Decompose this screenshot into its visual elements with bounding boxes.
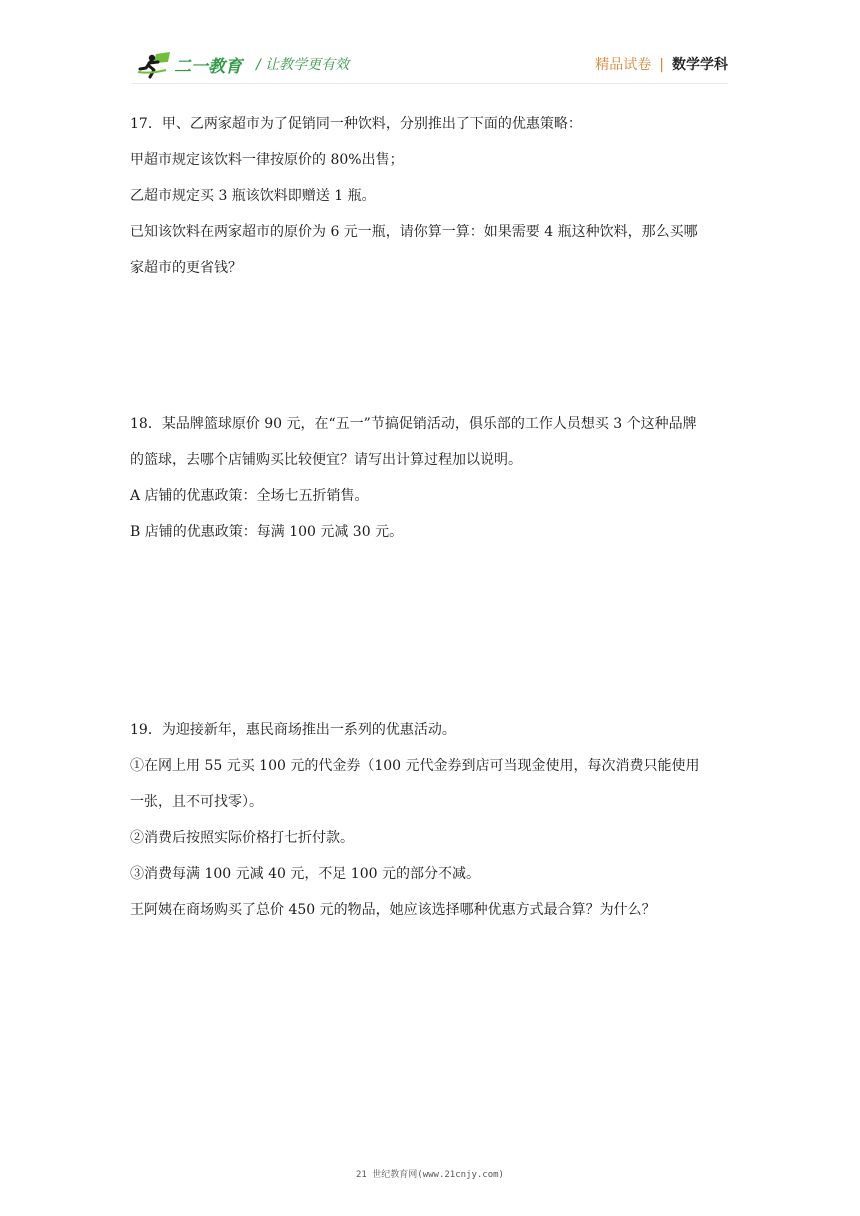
runner-logo-icon [136,50,256,80]
question-line: ②消费后按照实际价格打七折付款。 [130,830,354,846]
page-header [132,44,728,84]
slogan: / 让教学更有效 [256,57,350,73]
question-line: 已知该饮料在两家超市的原价为 6 元一瓶，请你算一算：如果需要 4 瓶这种饮料，那么买哪 [130,224,698,240]
question-19 [130,712,734,928]
question-17 [130,106,734,286]
question-line: 甲超市规定该饮料一律按原价的 80%出售； [130,152,404,168]
question-line: 19．为迎接新年，惠民商场推出一系列的优惠活动。 [130,722,456,738]
premium-label: 精品试卷 [595,57,652,73]
page-footer: 21 世纪教育网(www.21cnjy.com) [356,1170,504,1180]
header-divider: | [659,57,664,73]
question-line: ①在网上用 55 元买 100 元的代金券（100 元代金券到店可当现金使用，每次消费只能使用 [130,758,700,774]
header-rule [132,83,728,84]
question-line: 的篮球，去哪个店铺购买比较便宜？请写出计算过程加以说明。 [130,452,522,468]
question-line: 王阿姨在商场购买了总价 450 元的物品，她应该选择哪种优惠方式最合算？为什么？ [130,902,656,918]
question-line: B 店铺的优惠政策：每满 100 元减 30 元。 [130,524,404,540]
question-line: A 店铺的优惠政策：全场七五折销售。 [130,488,369,504]
question-line: 一张，且不可找零）。 [130,794,263,810]
subject-label: 数学学科 [672,57,728,73]
question-line: 乙超市规定买 3 瓶该饮料即赠送 1 瓶。 [130,188,376,204]
question-line: ③消费每满 100 元减 40 元，不足 100 元的部分不减。 [130,866,480,882]
logo [136,50,256,80]
question-18 [130,406,734,550]
question-line: 18．某品牌篮球原价 90 元，在“五一”节搞促销活动，俱乐部的工作人员想买 3 个这种品牌 [130,416,697,432]
header-labels [595,54,728,74]
question-line: 17．甲、乙两家超市为了促销同一种饮料，分别推出了下面的优惠策略： [130,116,582,132]
logo-text: 二一教育 [174,57,242,77]
question-line: 家超市的更省钱？ [130,260,242,276]
